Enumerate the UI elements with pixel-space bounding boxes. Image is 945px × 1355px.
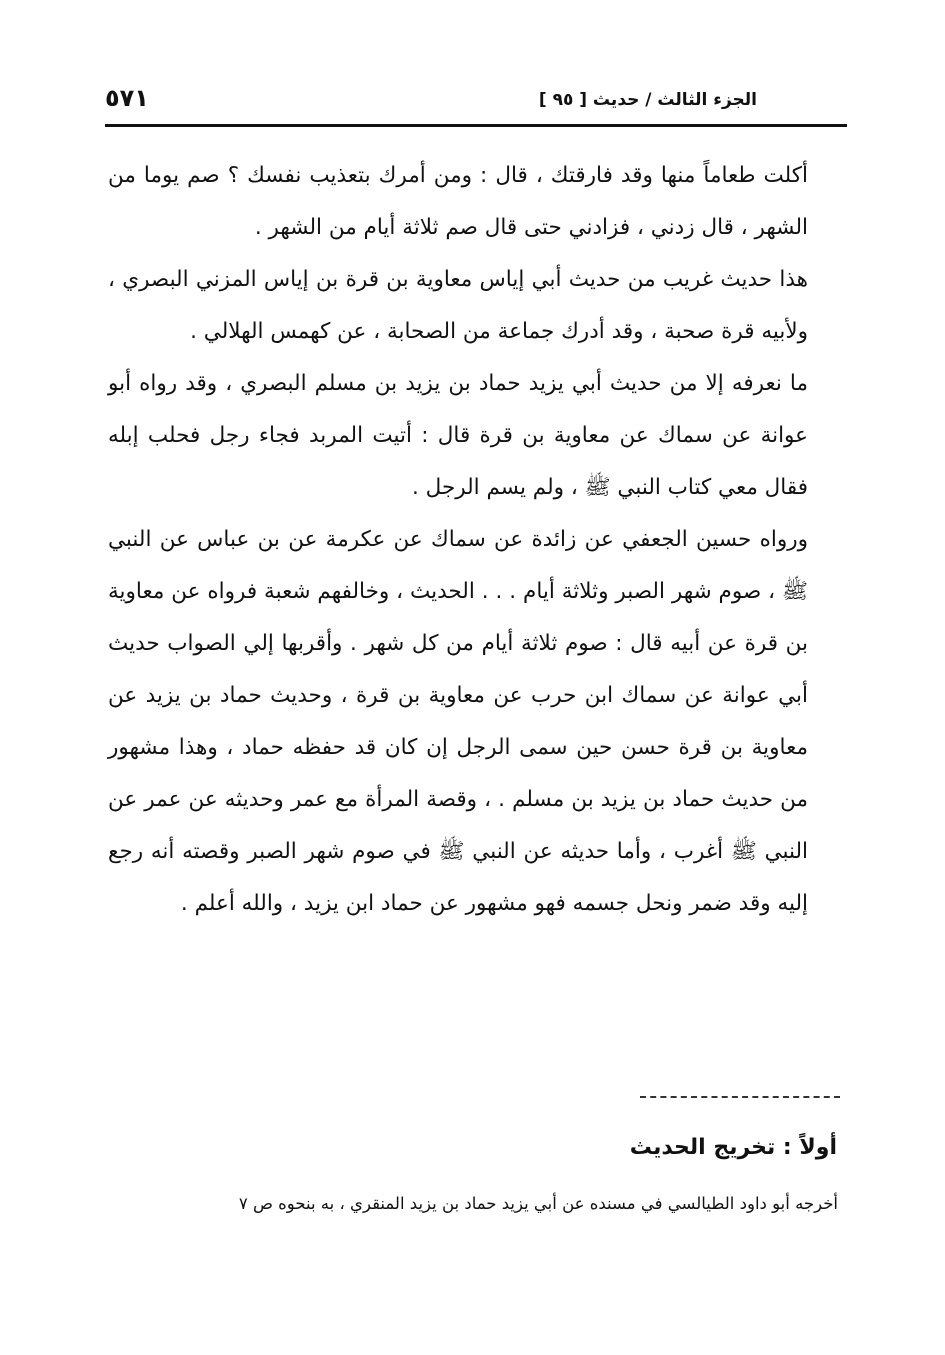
page-number: ٥٧١ xyxy=(105,84,149,112)
footnote: أخرجه أبو داود الطيالسي في مسنده عن أبي يزيد حماد بن يزيد المنقري ، به بنحوه ص ٧ xyxy=(238,1194,838,1213)
paragraph-3: ما نعرفه إلا من حديث أبي يزيد حماد بن يزيد بن مسلم البصري ، وقد رواه أبو عوانة عن سماك عن معاوية بن قرة قال : أتيت المربد فجاء رجل فحلب إبله فقال معي كتاب النبي ﷺ ، ولم يسم الرجل . xyxy=(108,371,808,500)
section-separator xyxy=(640,1096,840,1098)
section-heading: أولاً : تخريج الحديث xyxy=(629,1135,837,1160)
running-title: الجزء الثالث / حديث [ ٩٥ ] xyxy=(538,90,757,110)
paragraph-2: هذا حديث غريب من حديث أبي إياس معاوية بن قرة بن إياس المزني البصري ، ولأبيه قرة صحبة ، وقد أدرك جماعة من الصحابة ، عن كهمس الهلالي . xyxy=(108,267,808,344)
paragraph-4: ورواه حسين الجعفي عن زائدة عن سماك عن عكرمة عن بن عباس عن النبي ﷺ ، صوم شهر الصبر وثلاثة أيام . . . الحديث ، وخالفهم شعبة فرواه عن معاوية بن قرة عن أبيه قال : صوم ثلاثة أيام من كل شهر . وأقربها إلي الصواب حديث أبي عوانة عن سماك ابن حرب عن معاوية بن قرة ، وحديث حماد بن يزيد عن معاوية بن قرة حسن حين سمى الرجل إن كان قد حفظه حماد ، وهذا مشهور من حديث حماد بن يزيد بن مسلم . ، وقصة المرأة مع عمر وحديثه عن عمر عن النبي ﷺ أغرب ، وأما حديثه عن النبي ﷺ في صوم شهر الصبر وقصته أنه رجع إليه وقد ضمر ونحل جسمه فهو مشهور عن حماد ابن يزيد ، والله أعلم . xyxy=(108,527,808,916)
header-rule xyxy=(105,124,847,127)
page-header xyxy=(105,80,847,124)
main-text xyxy=(108,150,808,930)
paragraph-1: أكلت طعاماً منها وقد فارقتك ، قال : ومن أمرك بتعذيب نفسك ؟ صم يوما من الشهر ، قال زدني ، فزادني حتى قال صم ثلاثة أيام من الشهر . xyxy=(108,163,808,240)
